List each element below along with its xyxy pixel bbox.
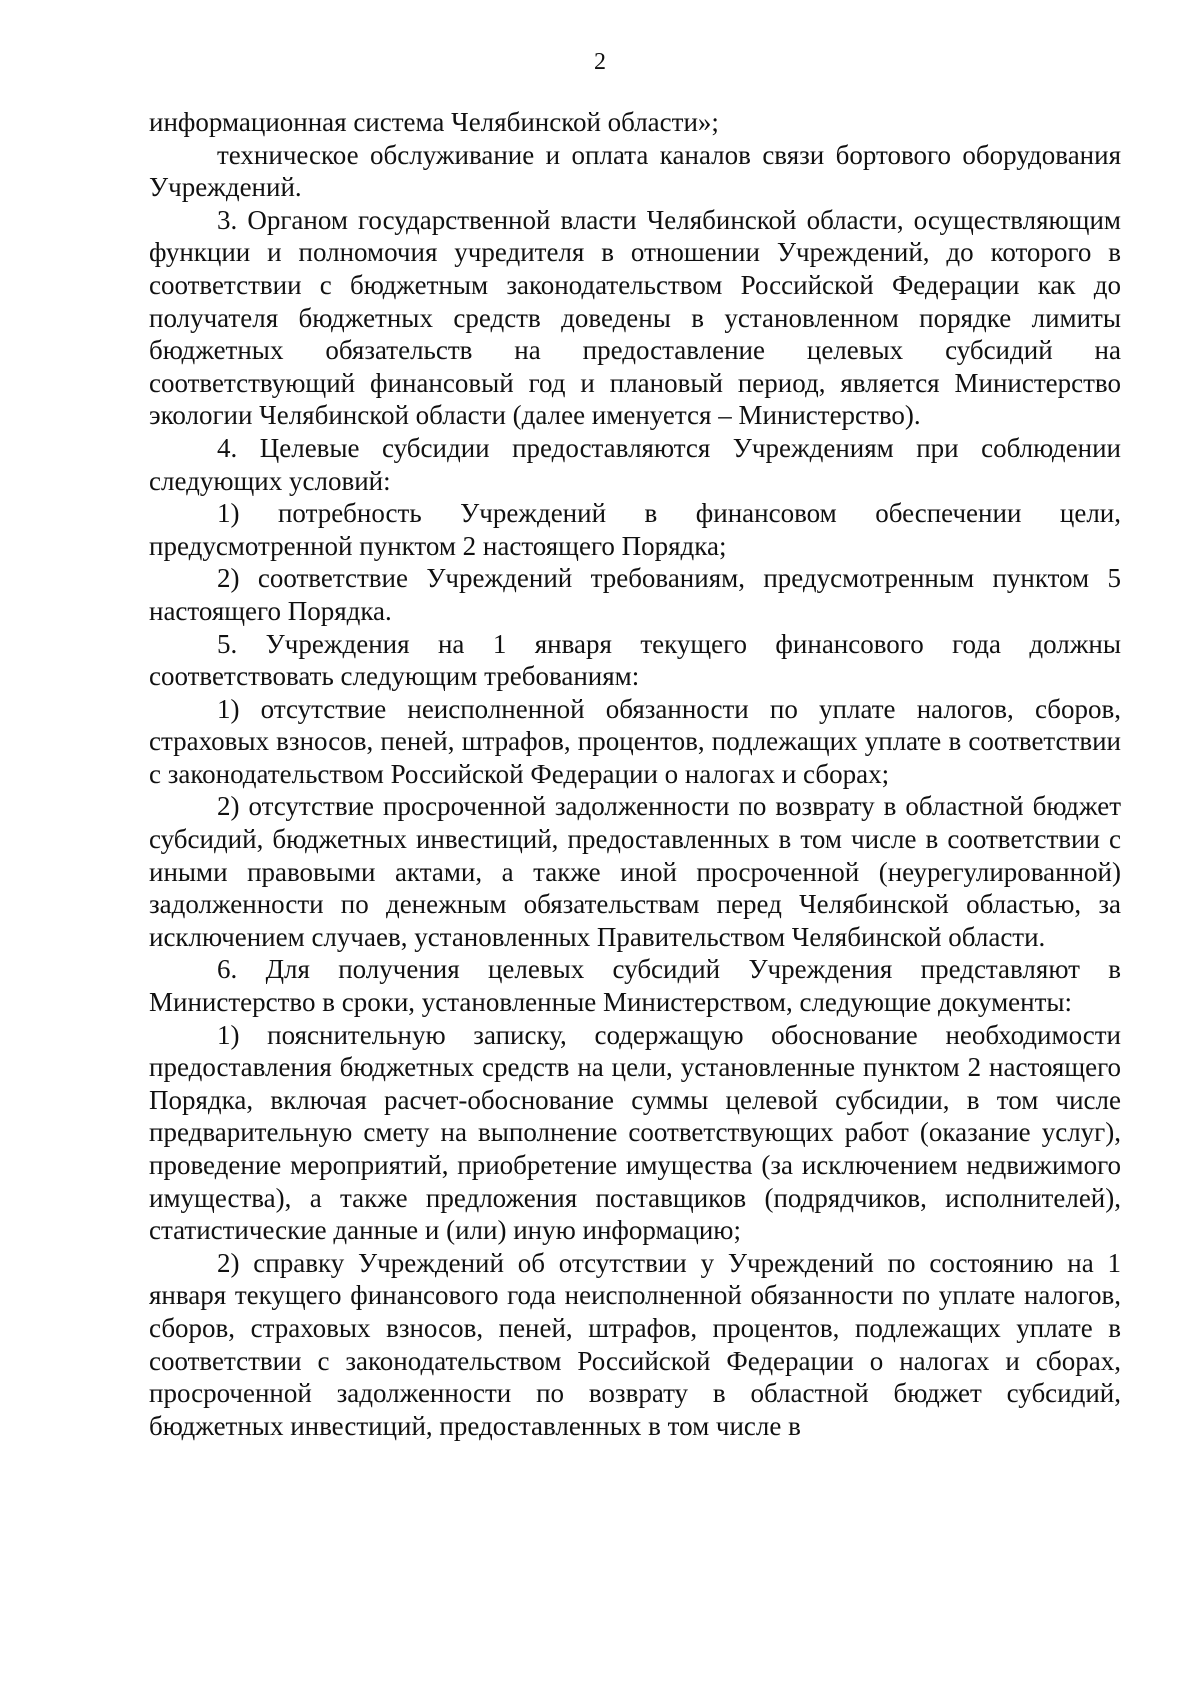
paragraph: техническое обслуживание и оплата каналов связи бортового оборудования Учреждений. xyxy=(149,139,1121,203)
paragraph: 2) соответствие Учреждений требованиям, предусмотренным пунктом 5 настоящего Порядка. xyxy=(149,563,1121,626)
paragraph: 2) справку Учреждений об отсутствии у Учреждений по состоянию на 1 января текущего финансового года неисполненной обязанности по уплате налогов, сборов, страховых взносов, пеней, штрафов, процентов, подлежащих уплате в соответствии с законодательством Российской Федерации о налогах и сборах, просроченной задолженности по возврату в областной бюджет субсидий, бюджетных инвестиций, предоставленных в том числе в xyxy=(149,1247,1121,1441)
paragraph: 1) отсутствие неисполненной обязанности по уплате налогов, сборов, страховых взносов, пеней, штрафов, процентов, подлежащих уплате в соответствии с законодательством Российской Федерации о налогах и сборах; xyxy=(149,693,1121,789)
paragraph: 5. Учреждения на 1 января текущего финансового года должны соответствовать следующим требованиям: xyxy=(149,628,1121,692)
paragraph: 1) пояснительную записку, содержащую обоснование необходимости предоставления бюджетных средств на цели, установленные пунктом 2 настоящего Порядка, включая расчет-обоснование суммы целевой субсидии, в том числе предварительную смету на выполнение соответствующих работ (оказание услуг), проведение мероприятий, приобретение имущества (за исключением недвижимого имущества), а также предложения поставщиков (подрядчиков, исполнителей), статистические данные и (или) иную информацию; xyxy=(149,1019,1121,1246)
page-number: 2 xyxy=(594,49,606,75)
paragraph: 2) отсутствие просроченной задолженности по возврату в областной бюджет субсидий, бюджетных инвестиций, предоставленных в том числе в соответствии с иными правовыми актами, а также иной просроченной (неурегулированной) задолженности по денежным обязательствам перед Челябинской областью, за исключением случаев, установленных Правительством Челябинской области. xyxy=(149,791,1121,952)
document-body xyxy=(149,106,1121,1442)
paragraph: 3. Органом государственной власти Челябинской области, осуществляющим функции и полномочия учредителя в отношении Учреждений, до которого в соответствии с бюджетным законодательством Российской Федерации как до получателя бюджетных средств доведены в установленном порядке лимиты бюджетных обязательств на предоставление целевых субсидий на соответствующий финансовый год и плановый период, является Министерство экологии Челябинской области (далее именуется – Министерство). xyxy=(149,204,1121,431)
paragraph: 4. Целевые субсидии предоставляются Учреждениям при соблюдении следующих условий: xyxy=(149,432,1121,496)
paragraph: 6. Для получения целевых субсидий Учреждения представляют в Министерство в сроки, установленные Министерством, следующие документы: xyxy=(149,954,1121,1018)
paragraph: 1) потребность Учреждений в финансовом обеспечении цели, предусмотренной пунктом 2 настоящего Порядка; xyxy=(149,498,1121,561)
paragraph: информационная система Челябинской области»; xyxy=(149,107,719,137)
